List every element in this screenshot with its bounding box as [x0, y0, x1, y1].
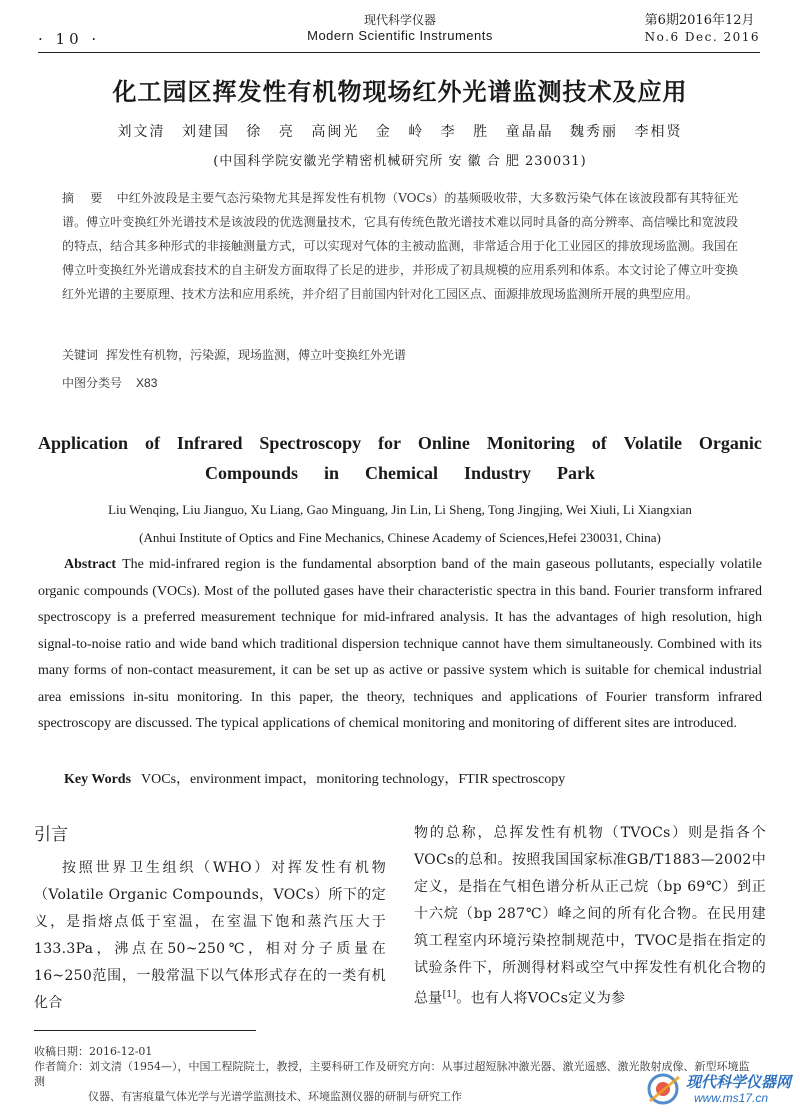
keywords-en [64, 768, 565, 788]
clc-code: X83 [136, 376, 158, 390]
body-text-tail: 。也有人将VOCs定义为参 [456, 990, 626, 1007]
watermark-text: 现代科学仪器网 [686, 1073, 792, 1091]
issue-en: No.6 Dec. 2016 [644, 30, 760, 44]
watermark-logo-icon [646, 1071, 684, 1107]
clc-label: 中图分类号 [62, 376, 123, 390]
title-en-word: Industry [464, 463, 532, 483]
title-en-word: Infrared [176, 433, 243, 453]
authors-en: Liu Wenqing, Liu Jianguo, Xu Liang, Gao Minguang, Jin Lin, Li Sheng, Tong Jingjing, Wei Xiuli, Li Xiangxian [108, 502, 692, 517]
title-en-word: Monitoring [486, 433, 575, 453]
classification-number [62, 374, 157, 391]
abstract-en-text: The mid-infrared region is the fundamental absorption band of the main gaseous pollutants, especially volatile organic compounds (VOCs). Most of the polluted gases have their characteristic spectra in this band. Fourier transform infrared spectroscopy is a preferred measurement technique for mid-infrared analysis. It has the advantages of high resolution, high signal-to-noise ratio and wide band which traditional dispersion technique cannot have them simultaneously. Combined with its many forms of non-contact measurement, it can be set up as active or passive system which is suitable for chemical industrial area emissions in-situ monitoring. In this paper, the theory, techniques and applications of Fourier transform infrared spectroscopy are discussed. The typical applications of chemical monitoring and monitoring of different sites are introduced. [38, 557, 762, 731]
paper-title-cn: 化工园区挥发性有机物现场红外光谱监测技术及应用 [112, 78, 688, 106]
abstract-en-label: Abstract [64, 557, 117, 572]
abstract-cn [62, 186, 738, 306]
keywords-cn-label: 关键词 [62, 348, 99, 362]
title-en-word: Park [557, 463, 596, 483]
body-paragraph: 按照世界卫生组织（WHO）对挥发性有机物（Volatile Organic Compounds，VOCs）所下的定义，是指熔点低于室温，在室温下饱和蒸汽压大于133.3Pa，沸点在50~250℃，相对分子质量在16~250范围，一般常温下以气体形式存在的一类有机化合 [34, 860, 386, 1011]
abstract-cn-text: 中红外波段是主要气态污染物尤其是挥发性有机物（VOCs）的基频吸收带，大多数污染气体在该波段都有其特征光谱。傅立叶变换红外光谱技术是该波段的优选测量技术，它具有传统色散光谱技术难以同时具备的高分辨率、高信噪比和宽波段的特点，结合其多种形式的非接触测量方式，可以实现对气体的主被动监测，非常适合用于化工业园区的排放现场监测。我国在傅立叶变换红外光谱成套技术的自主研发方面取得了长足的进步，并形成了初具规模的应用系列和体系。本文讨论了傅立叶变换红外光谱的主要原理、技术方法和应用系统，并介绍了目前国内针对化工园区点、面源排放现场监测所开展的典型应用。 [62, 191, 738, 301]
received-date: 收稿日期：2016-12-01 [34, 1045, 153, 1058]
title-en-word: Volatile [623, 433, 682, 453]
authors-cn: 刘文清 刘建国 徐 亮 高闽光 金 岭 李 胜 童晶晶 魏秀丽 李相贤 [117, 124, 683, 140]
title-en-word: Chemical [365, 463, 438, 483]
body-column-right [414, 820, 766, 1013]
footnote-divider [34, 1030, 256, 1031]
body-paragraph-continued [414, 820, 766, 1013]
header-divider [38, 52, 760, 53]
title-en-word: Organic [698, 433, 762, 453]
journal-name-en: Modern Scientific Instruments [307, 28, 493, 43]
body-text: 物的总称，总挥发性有机物（TVOCs）则是指各个VOCs的总和。按照我国国家标准GB/T1883—2002中定义，是指在气相色谱分析从正己烷（bp 69℃）到正十六烷（bp 287℃）峰之间的所有化合物。在民用建筑工程室内环境污染控制规范中，TVOC是指在指定的试验条件下，所测得材料或空气中挥发性有机化合物的总量 [414, 825, 766, 1007]
paper-title-en [38, 428, 762, 488]
author-bio-line1: 作者简介：刘文清（1954—），中国工程院院士，教授，主要科研工作及研究方向：从事过超短脉冲激光器、激光遥感、激光散射成像、新型环境监测 [34, 1060, 750, 1088]
title-en-word: Compounds [204, 463, 298, 483]
keywords-cn-text: 挥发性有机物，污染源，现场监测，傅立叶变换红外光谱 [106, 348, 407, 362]
page-number: · 10 · [38, 30, 101, 48]
abstract-en [38, 552, 762, 738]
issue-info [645, 12, 760, 46]
title-en-word: of [144, 433, 160, 453]
title-en-word: in [324, 463, 340, 483]
title-en-word: for [378, 433, 401, 453]
author-bio-line2: 仪器、有害痕量气体光学与光谱学监测技术、环境监测仪器的研制与研究工作 [88, 1090, 462, 1103]
affiliation-en: (Anhui Institute of Optics and Fine Mechanics, Chinese Academy of Sciences,Hefei 230031, China) [139, 530, 661, 545]
site-watermark [646, 1069, 794, 1109]
section-heading-introduction: 引言 [34, 825, 68, 845]
issue-cn: 第6期2016年12月 [644, 13, 755, 28]
title-en-word: Spectroscopy [259, 433, 362, 453]
journal-name-cn: 现代科学仪器 [363, 13, 436, 27]
keywords-cn [62, 346, 406, 363]
body-column-left [34, 820, 386, 1017]
title-en-word: Online [417, 433, 470, 453]
keywords-en-text: VOCs，environment impact，monitoring technology，FTIR spectroscopy [141, 772, 566, 787]
title-en-word: of [591, 433, 607, 453]
citation-marker: [1] [442, 990, 457, 1000]
abstract-cn-label: 摘 要 [62, 191, 109, 205]
title-en-word: Application [38, 433, 129, 453]
affiliation-cn: (中国科学院安徽光学精密机械研究所 安 徽 合 肥 230031) [213, 154, 587, 169]
watermark-url: www.ms17.cn [694, 1091, 769, 1105]
keywords-en-label: Key Words [64, 772, 132, 787]
title-en-line2 [38, 458, 762, 488]
title-en-line1 [38, 428, 762, 458]
